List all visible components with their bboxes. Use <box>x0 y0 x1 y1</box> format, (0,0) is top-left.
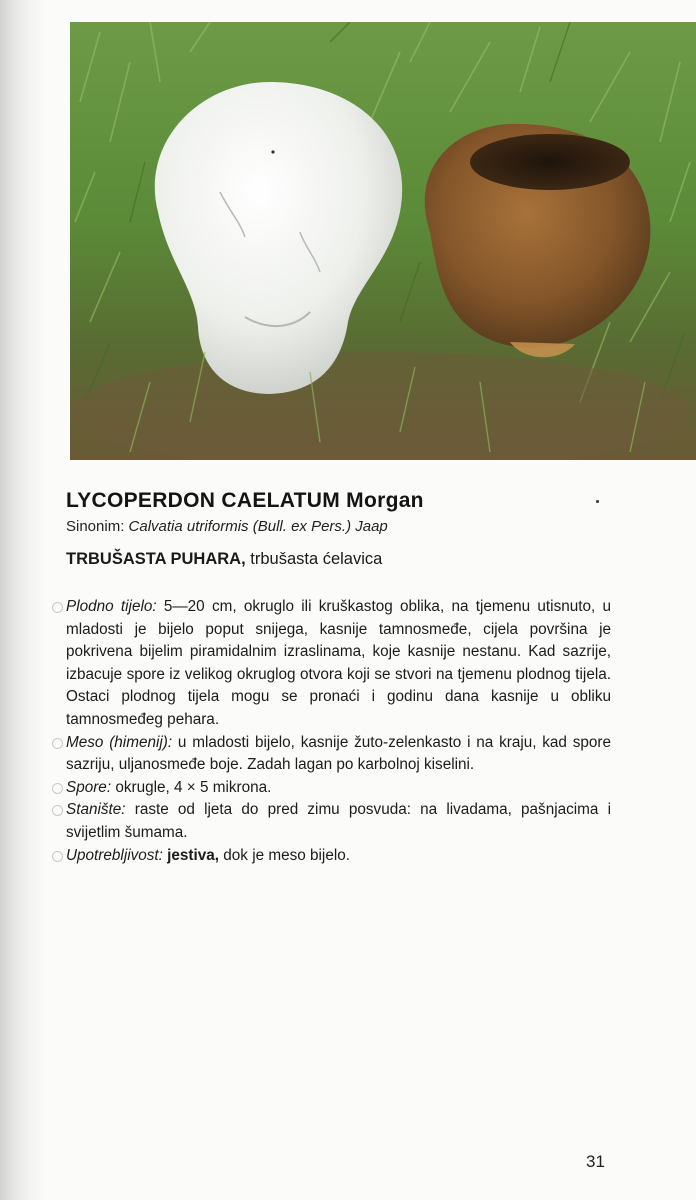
bullet-circle-icon <box>52 783 63 794</box>
edibility-value: jestiva, <box>162 846 220 864</box>
page-binding-shadow <box>0 0 46 1200</box>
paragraph-text: u mladosti bijelo, kasnije žuto-zelenkasto i na kraju, kad spore sazriju, uljanosmeđe boje. Zadah lagan po karbolnoj kiselini. <box>66 733 611 774</box>
synonym-name: Calvatia utriformis (Bull. ex Pers.) Jaap <box>128 518 388 535</box>
synonym-line <box>66 517 611 537</box>
paragraph-spores <box>66 777 611 800</box>
paragraph-edibility <box>66 845 611 868</box>
common-name-primary: TRBUŠASTA PUHARA, <box>66 550 246 568</box>
bullet-circle-icon <box>52 805 63 816</box>
paragraph-fruiting-body <box>66 596 611 732</box>
common-name <box>66 548 611 570</box>
paragraph-label: Spore: <box>66 778 112 796</box>
paragraph-label: Stanište: <box>66 801 126 819</box>
paragraph-text: okrugle, 4 × 5 mikrona. <box>111 778 272 796</box>
page-number: 31 <box>586 1152 605 1171</box>
paragraph-flesh <box>66 732 611 777</box>
paragraph-text: 5—20 cm, okruglo ili kruškastog oblika, na tjemenu utisnuto, u mladosti je bijelo poput snijega, kasnije tamnosmeđe, cijela površina je pokrivena bijelim piramidalnim izraslinama, koje kasnije nestanu. Kad sazrije, izbacuje spore iz velikog okruglog otvora koji se stvori na tjemenu plodnog tijela. Ostaci plodnog tijela mogu se pronaći i godinu dana kasnije u obliku tamnosmeđeg pehara. <box>66 598 612 728</box>
paragraph-label: Meso (himenij): <box>66 733 173 751</box>
mushroom-photo <box>70 22 696 460</box>
paragraph-text: dok je meso bijelo. <box>219 846 350 864</box>
puffball-photo-illustration <box>70 22 696 460</box>
bullet-circle-icon <box>52 602 63 613</box>
species-entry <box>66 488 611 867</box>
synonym-prefix: Sinonim: <box>66 518 129 535</box>
paragraph-habitat <box>66 799 611 844</box>
bullet-circle-icon <box>52 851 63 862</box>
description <box>66 596 611 867</box>
paragraph-text: raste od ljeta do pred zimu posvuda: na livadama, pašnjacima i svijetlim šumama. <box>66 801 611 841</box>
species-title: LYCOPERDON CAELATUM Morgan <box>66 489 424 512</box>
paragraph-label: Plodno tijelo: <box>66 598 157 615</box>
common-name-alt: trbušasta ćelavica <box>245 550 383 568</box>
paragraph-label: Upotrebljivost: <box>66 846 163 864</box>
bullet-circle-icon <box>52 738 63 749</box>
